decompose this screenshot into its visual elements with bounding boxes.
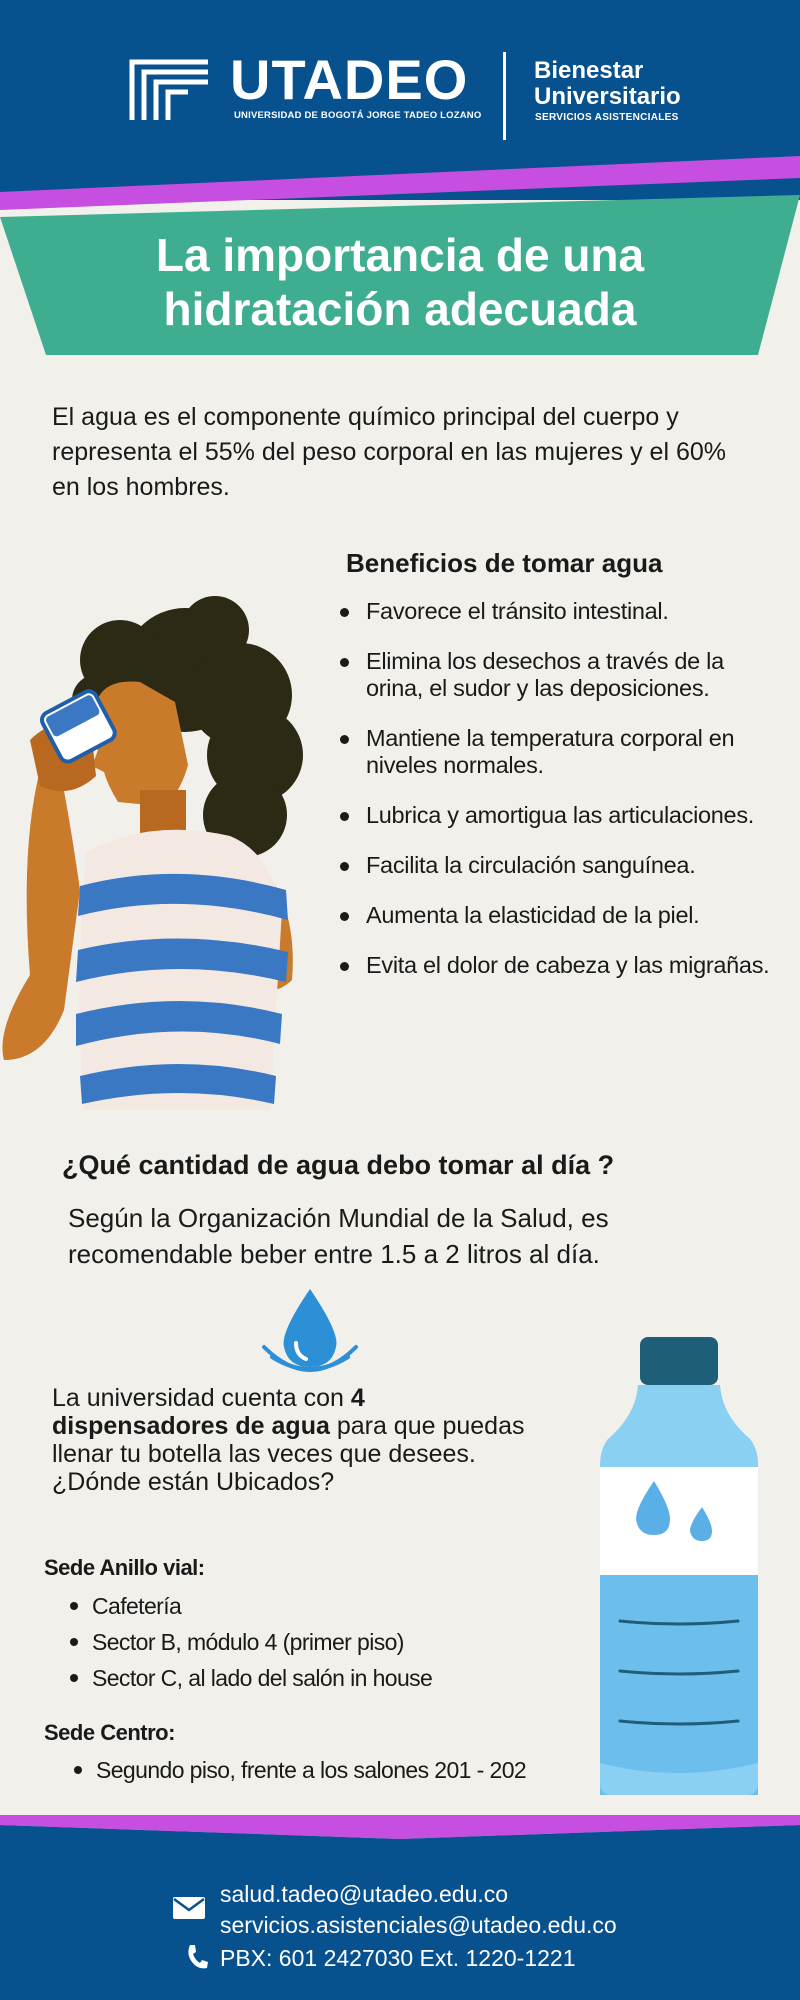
health-email-link[interactable]: salud.tadeo@utadeo.edu.co	[220, 1881, 509, 1907]
list-item: Lubrica y amortigua las articulaciones.	[336, 802, 776, 829]
sede-centro-list	[66, 1752, 626, 1788]
dispensers-text-end: para que puedas llenar tu botella las veces que desees.	[52, 1412, 525, 1468]
water-bottle-illustration	[598, 1335, 760, 1797]
list-item: Mantiene la temperatura corporal en niveles normales.	[336, 725, 776, 779]
page-title: La importancia de una hidratación adecuada	[155, 229, 645, 335]
logo-subtitle: UNIVERSIDAD DE BOGOTÁ JORGE TADEO LOZANO	[234, 110, 482, 121]
list-item: Favorece el tránsito intestinal.	[336, 598, 776, 625]
header-divider	[503, 52, 506, 140]
list-item: Sector B, módulo 4 (primer piso)	[62, 1624, 622, 1660]
unit-name-line1: Bienestar	[534, 57, 644, 84]
list-item: Aumenta la elasticidad de la piel.	[336, 902, 776, 929]
unit-name-line2: Universitario	[534, 83, 681, 110]
quantity-text: Según la Organización Mundial de la Salud, es recomendable beber entre 1.5 a 2 litros al día.	[68, 1203, 609, 1269]
services-email-link[interactable]: servicios.asistenciales@utadeo.edu.co	[220, 1912, 617, 1938]
list-item: Facilita la circulación sanguínea.	[336, 852, 776, 879]
intro-paragraph: El agua es el componente químico principal del cuerpo y representa el 55% del peso corporal en las mujeres y el 60% en los hombres.	[52, 403, 726, 501]
list-item: Segundo piso, frente a los salones 201 - 202	[66, 1752, 626, 1788]
list-item: Evita el dolor de cabeza y las migrañas.	[336, 952, 776, 979]
phone-number: PBX: 601 2427030 Ext. 1220-1221	[220, 1945, 576, 1971]
dispensers-text	[52, 1384, 532, 1496]
logo-wordmark: UTADEO	[230, 48, 469, 111]
quantity-title: ¿Qué cantidad de agua debo tomar al día ?	[62, 1150, 615, 1180]
utadeo-logo-icon	[128, 52, 212, 124]
benefits-list	[336, 598, 776, 1002]
dispensers-count: 4 dispensadores de agua	[52, 1384, 365, 1440]
sede-anillo-list	[62, 1588, 622, 1696]
sede-centro-title: Sede Centro:	[44, 1720, 175, 1745]
dispensers-text-start: La universidad cuenta con	[52, 1384, 351, 1412]
sede-anillo-title: Sede Anillo vial:	[44, 1555, 205, 1580]
woman-drinking-illustration	[0, 590, 320, 1110]
unit-name-line3: SERVICIOS ASISTENCIALES	[535, 112, 679, 123]
water-drop-icon	[258, 1285, 362, 1385]
list-item: Cafetería	[62, 1588, 622, 1624]
phone-icon	[186, 1944, 208, 1970]
list-item: Elimina los desechos a través de la orina, el sudor y las deposiciones.	[336, 648, 776, 702]
list-item: Sector C, al lado del salón in house	[62, 1660, 622, 1696]
mail-icon	[173, 1897, 205, 1919]
location-question: ¿Dónde están Ubicados?	[52, 1468, 335, 1496]
benefits-title: Beneficios de tomar agua	[346, 548, 663, 578]
